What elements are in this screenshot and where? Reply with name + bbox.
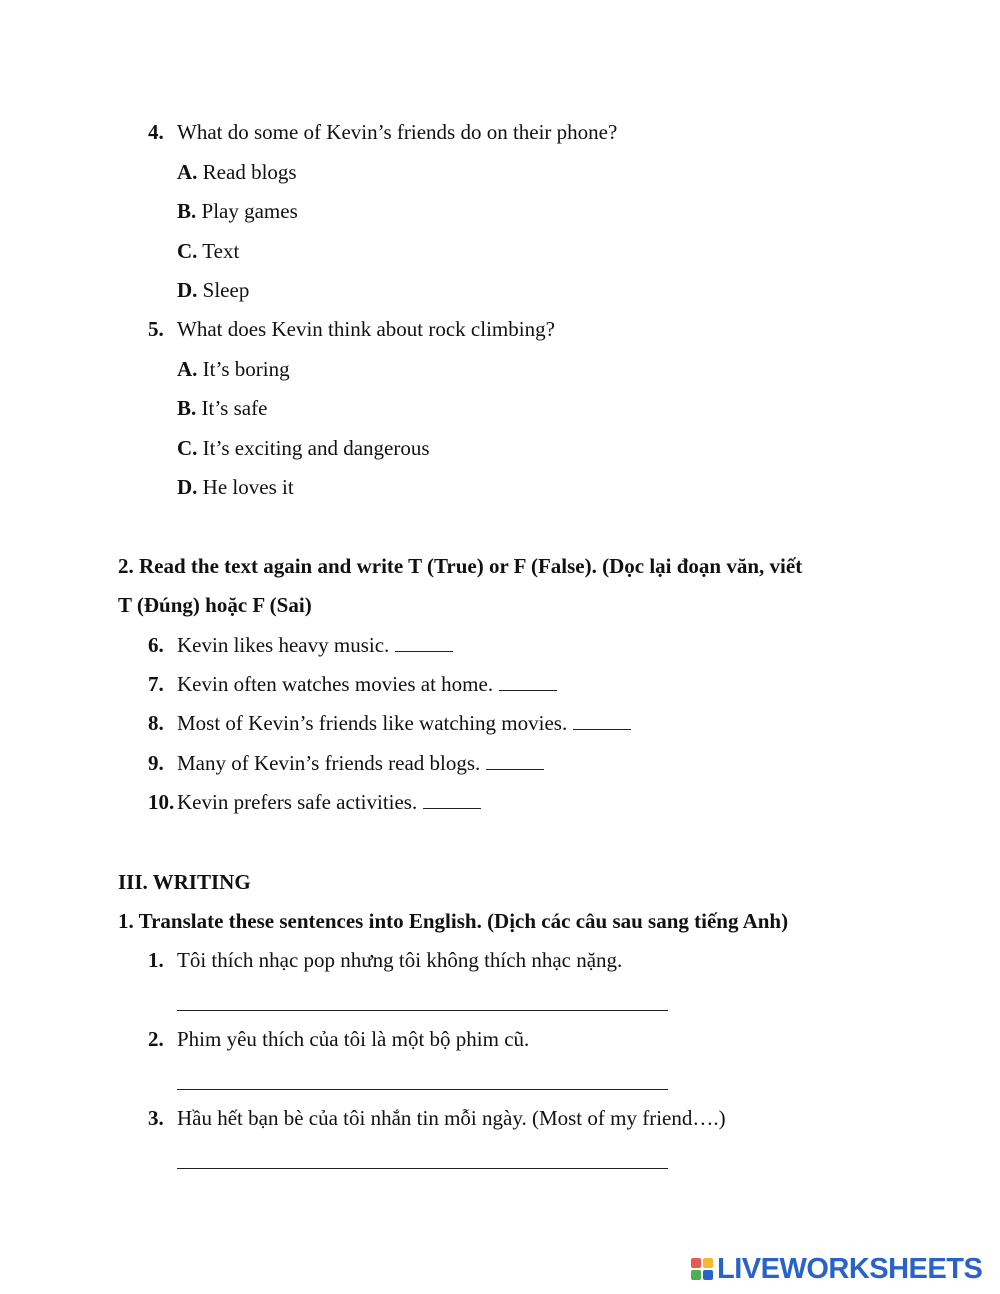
option-5a[interactable] <box>177 356 290 382</box>
option-letter: A. <box>177 160 198 184</box>
tf-item-7 <box>148 671 608 697</box>
option-4c[interactable] <box>177 238 239 264</box>
item-number: 1. <box>148 948 164 972</box>
option-5b[interactable] <box>177 395 267 421</box>
tf-item-6 <box>148 632 568 658</box>
translate-item-3 <box>148 1105 808 1131</box>
item-text: Tôi thích nhạc pop nhưng tôi không thích nhạc nặng. <box>177 948 623 972</box>
answer-blank[interactable] <box>486 751 544 770</box>
true-false-heading-cont: T (Đúng) hoặc F (Sai) <box>118 593 312 617</box>
item-text: Kevin prefers safe activities. <box>177 790 418 814</box>
option-4a[interactable] <box>177 159 297 185</box>
answer-blank[interactable] <box>423 790 481 809</box>
option-5d[interactable] <box>177 474 294 500</box>
answer-line-3[interactable] <box>177 1168 668 1169</box>
question-number: 5. <box>148 317 164 341</box>
item-number: 10. <box>148 790 175 814</box>
logo-text: LIVEWORKSHEETS <box>717 1252 983 1285</box>
option-text: It’s boring <box>202 357 290 381</box>
option-text: It’s safe <box>201 396 268 420</box>
tf-item-10 <box>148 789 528 815</box>
option-letter: B. <box>177 396 197 420</box>
option-letter: A. <box>177 357 198 381</box>
option-5c[interactable] <box>177 435 430 461</box>
answer-line-1[interactable] <box>177 1010 668 1011</box>
option-text: Text <box>202 239 240 263</box>
option-4b[interactable] <box>177 198 298 224</box>
item-text: Most of Kevin’s friends like watching movies. <box>177 711 568 735</box>
question-text: What does Kevin think about rock climbing? <box>177 317 555 341</box>
option-letter: C. <box>177 239 198 263</box>
item-text: Many of Kevin’s friends read blogs. <box>177 751 481 775</box>
item-number: 9. <box>148 751 164 775</box>
tf-item-8 <box>148 710 688 736</box>
tf-item-9 <box>148 750 588 776</box>
writing-section-title: III. WRITING <box>118 870 251 894</box>
option-letter: D. <box>177 278 198 302</box>
item-number: 6. <box>148 633 164 657</box>
logo-icon <box>691 1258 713 1280</box>
option-text: Sleep <box>202 278 250 302</box>
answer-blank[interactable] <box>573 711 631 730</box>
item-text: Phim yêu thích của tôi là một bộ phim cũ. <box>177 1027 530 1051</box>
option-text: It’s exciting and dangerous <box>202 436 430 460</box>
option-letter: B. <box>177 199 197 223</box>
translate-item-2 <box>148 1026 708 1052</box>
item-text: Kevin likes heavy music. <box>177 633 390 657</box>
answer-blank[interactable] <box>499 672 557 691</box>
option-4d[interactable] <box>177 277 249 303</box>
true-false-heading: 2. Read the text again and write T (True) or F (False). (Dọc lại đoạn văn, viết <box>118 554 803 578</box>
question-text: What do some of Kevin’s friends do on their phone? <box>177 120 618 144</box>
liveworksheets-logo <box>691 1252 982 1286</box>
option-text: He loves it <box>202 475 294 499</box>
item-number: 3. <box>148 1106 164 1130</box>
item-text: Kevin often watches movies at home. <box>177 672 494 696</box>
answer-blank[interactable] <box>395 633 453 652</box>
option-text: Play games <box>201 199 298 223</box>
item-number: 8. <box>148 711 164 735</box>
translate-item-1 <box>148 947 708 973</box>
option-text: Read blogs <box>202 160 297 184</box>
item-number: 7. <box>148 672 164 696</box>
answer-line-2[interactable] <box>177 1089 668 1090</box>
question-number: 4. <box>148 120 164 144</box>
option-letter: C. <box>177 436 198 460</box>
translate-heading: 1. Translate these sentences into English. (Dịch các câu sau sang tiếng Anh) <box>118 909 789 933</box>
option-letter: D. <box>177 475 198 499</box>
item-number: 2. <box>148 1027 164 1051</box>
item-text: Hầu hết bạn bè của tôi nhắn tin mỗi ngày. (Most of my friend….) <box>177 1106 726 1130</box>
